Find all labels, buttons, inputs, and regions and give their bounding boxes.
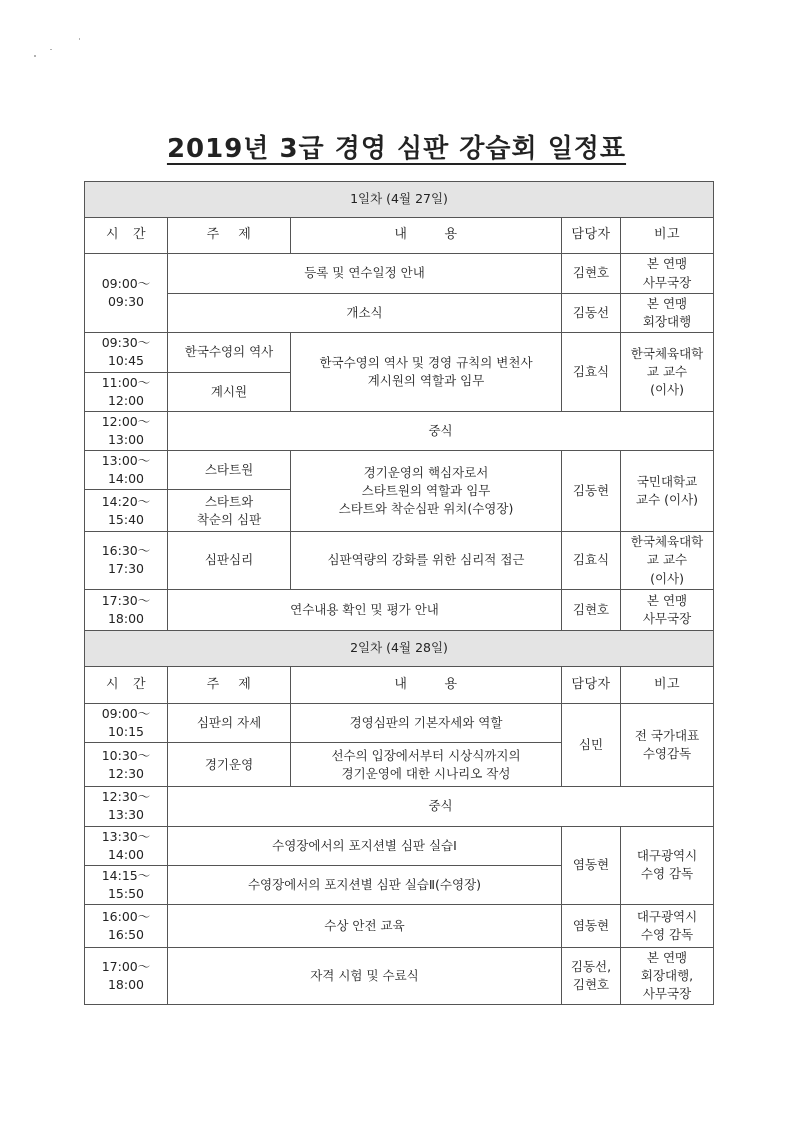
manager-cell: 김효식 — [562, 532, 621, 589]
content-cell: 선수의 입장에서부터 시상식까지의 경기운영에 대한 시나리오 작성 — [291, 743, 562, 787]
table-row — [85, 294, 714, 333]
col-time: 시 간 — [85, 667, 168, 704]
manager-cell: 심민 — [562, 704, 621, 787]
time-cell: 12:00～13:00 — [85, 411, 168, 450]
content-cell: 등록 및 연수일정 안내 — [168, 254, 562, 294]
time-cell: 11:00～12:00 — [85, 372, 168, 411]
time-cell: 17:30～18:00 — [85, 589, 168, 631]
content-cell: 중식 — [168, 787, 714, 826]
subject-cell: 한국수영의 역사 — [168, 333, 291, 372]
col-subject: 주 제 — [168, 218, 291, 254]
col-note: 비고 — [621, 667, 714, 704]
subject-cell: 심판심리 — [168, 532, 291, 589]
table-row — [85, 411, 714, 450]
content-cell: 경기운영의 핵심자로서 스타트원의 역할과 임무 스타트와 착순심판 위치(수영장) — [291, 451, 562, 532]
time-cell: 13:30～14:00 — [85, 826, 168, 865]
day2-column-header-row — [85, 667, 714, 704]
content-cell: 개소식 — [168, 294, 562, 333]
day1-column-header-row — [85, 218, 714, 254]
col-note: 비고 — [621, 218, 714, 254]
manager-cell: 김동선, 김현호 — [562, 948, 621, 1005]
page-title: 2019년 3급 경영 심판 강습회 일정표 — [166, 134, 627, 164]
note-cell: 국민대학교 교수 (이사) — [621, 451, 714, 532]
manager-cell: 김효식 — [562, 333, 621, 412]
table-row — [85, 333, 714, 372]
note-cell: 본 연맹 사무국장 — [621, 589, 714, 631]
time-cell: 16:00～16:50 — [85, 905, 168, 948]
table-row — [85, 704, 714, 743]
day1-header-row — [85, 182, 714, 218]
manager-cell: 염동현 — [562, 905, 621, 948]
manager-cell: 김현호 — [562, 589, 621, 631]
time-cell: 17:00～18:00 — [85, 948, 168, 1005]
note-cell: 한국체육대학 교 교수 (이사) — [621, 532, 714, 589]
note-cell: 본 연맹 회장대행 — [621, 294, 714, 333]
time-cell: 13:00～14:00 — [85, 451, 168, 490]
content-cell: 수영장에서의 포지션별 심판 실습Ⅰ — [168, 826, 562, 865]
table-row — [85, 826, 714, 865]
scan-specks — [30, 35, 90, 65]
note-cell: 본 연맹 회장대행, 사무국장 — [621, 948, 714, 1005]
day2-schedule-table — [84, 630, 714, 1005]
manager-cell: 김현호 — [562, 254, 621, 294]
time-cell: 16:30～17:30 — [85, 532, 168, 589]
col-content: 내 용 — [291, 667, 562, 704]
manager-cell: 김동선 — [562, 294, 621, 333]
table-row — [85, 948, 714, 1005]
subject-cell: 경기운영 — [168, 743, 291, 787]
time-cell: 14:15～15:50 — [85, 865, 168, 904]
table-row — [85, 254, 714, 294]
content-cell: 연수내용 확인 및 평가 안내 — [168, 589, 562, 631]
day2-header: 2일차 (4월 28일) — [85, 631, 714, 667]
day1-header: 1일차 (4월 27일) — [85, 182, 714, 218]
table-row — [85, 787, 714, 826]
table-row — [85, 532, 714, 589]
subject-cell: 스타트와 착순의 심판 — [168, 490, 291, 532]
table-row — [85, 589, 714, 631]
time-cell: 09:00～09:30 — [85, 254, 168, 333]
content-cell: 수상 안전 교육 — [168, 905, 562, 948]
col-time: 시 간 — [85, 218, 168, 254]
content-cell: 수영장에서의 포지션별 심판 실습Ⅱ(수영장) — [168, 865, 562, 904]
content-cell: 심판역량의 강화를 위한 심리적 접근 — [291, 532, 562, 589]
subject-cell: 계시원 — [168, 372, 291, 411]
col-manager: 담당자 — [562, 667, 621, 704]
time-cell: 14:20～15:40 — [85, 490, 168, 532]
time-cell: 10:30～12:30 — [85, 743, 168, 787]
note-cell: 한국체육대학 교 교수 (이사) — [621, 333, 714, 412]
manager-cell: 염동현 — [562, 826, 621, 905]
time-cell: 12:30～13:30 — [85, 787, 168, 826]
subject-cell: 스타트원 — [168, 451, 291, 490]
content-cell: 한국수영의 역사 및 경영 규칙의 변천사 계시원의 역할과 임무 — [291, 333, 562, 412]
note-cell: 전 국가대표 수영감독 — [621, 704, 714, 787]
col-manager: 담당자 — [562, 218, 621, 254]
manager-cell: 김동현 — [562, 451, 621, 532]
time-cell: 09:00～10:15 — [85, 704, 168, 743]
content-cell: 중식 — [168, 411, 714, 450]
table-row — [85, 451, 714, 490]
note-cell: 본 연맹 사무국장 — [621, 254, 714, 294]
note-cell: 대구광역시 수영 감독 — [621, 905, 714, 948]
content-cell: 자격 시험 및 수료식 — [168, 948, 562, 1005]
col-subject: 주 제 — [168, 667, 291, 704]
day1-schedule-table — [84, 181, 714, 632]
content-cell: 경영심판의 기본자세와 역할 — [291, 704, 562, 743]
table-row — [85, 905, 714, 948]
note-cell: 대구광역시 수영 감독 — [621, 826, 714, 905]
day2-header-row — [85, 631, 714, 667]
col-content: 내 용 — [291, 218, 562, 254]
time-cell: 09:30～10:45 — [85, 333, 168, 372]
subject-cell: 심판의 자세 — [168, 704, 291, 743]
